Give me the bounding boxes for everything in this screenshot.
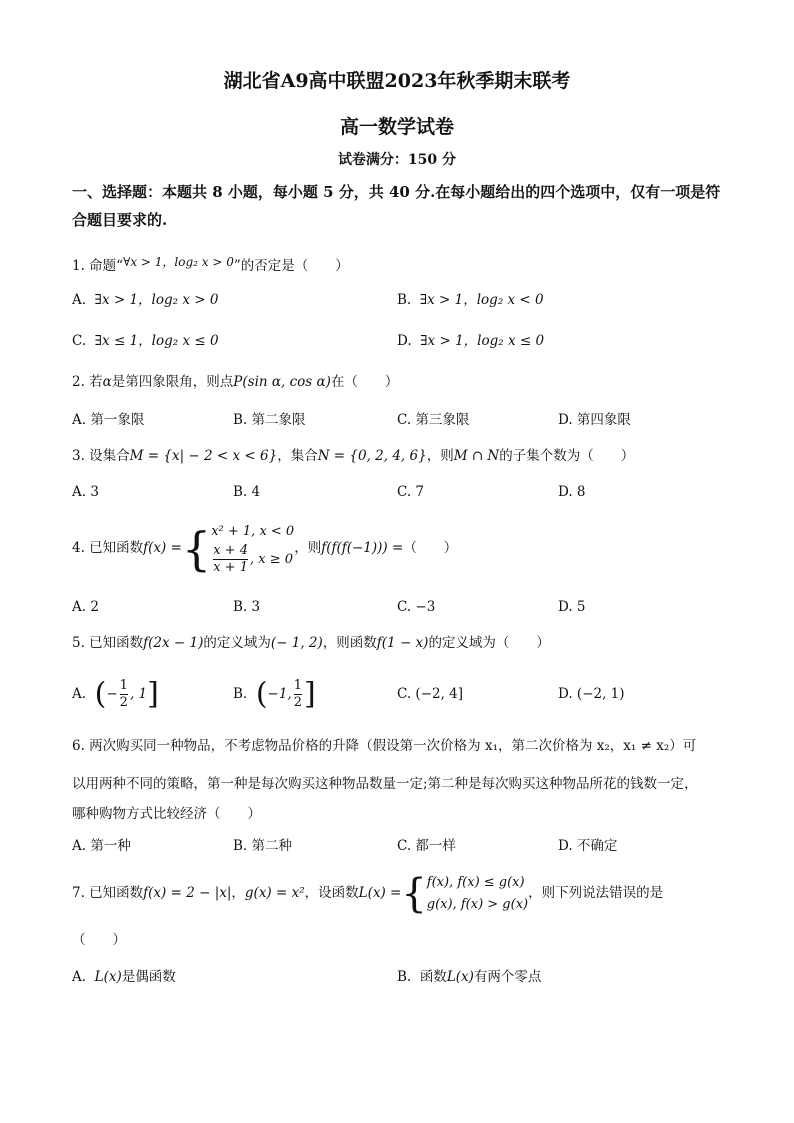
question-6-line-1: 6. 两次购买同一种物品，不考虑物品价格的升降（假设第一次价格为 x₁，第二次价格为 x₂，x₁ ≠ x₂）可 [72,738,697,754]
q3-set-m: M = {x| − 2 < x < 6} [129,448,278,464]
q5-a-minus: − [106,686,118,702]
q5-stem-mid: 的定义域为 [203,635,271,651]
q4-expr: f(f(f(−1))) = [321,540,404,556]
q3-stem-post: 的子集个数为（ ） [499,448,635,464]
q2-option-b: B. 第二象限 [233,412,306,428]
q3-option-a: A. 3 [72,484,99,500]
q4-option-b: B. 3 [233,599,261,615]
question-4-stem [72,512,457,584]
q5-domain: (− 1, 2) [270,635,323,651]
q4-stem-mid: ，则 [294,540,322,556]
q7-left-brace: { [401,870,427,917]
q7-a-label: A. [72,969,87,985]
q1-option-b [397,290,544,310]
q7-case-2: g(x), f(x) > g(x) [426,896,529,912]
question-6-line-2: 以用两种不同的策略，第一种是每次购买这种物品数量一定;第二种是每次购买这种物品所花的钱数一定， [72,776,698,792]
q1-option-c [72,331,219,351]
q5-a-fraction [120,678,128,711]
q7-f: f(x) = 2 − |x| [143,885,232,901]
q5-f2: f(1 − x) [376,635,429,651]
q3-set-n: N = {0, 2, 4, 6} [317,448,427,464]
q7-cases [427,872,528,916]
q5-option-a [72,672,159,716]
q7-b-math: L(x) [446,969,474,985]
q7-b-text-1: 函数 [419,969,447,985]
q2-point: P(sin α, cos α) [233,374,331,390]
q7-stem-post: ，则下列说法错误的是 [528,885,664,901]
q5-stem-pre: 5. 已知函数 [72,635,144,651]
question-6-line-3: 哪种购物方式比较经济（ ） [72,806,261,822]
q6-option-d: D. 不确定 [558,838,618,854]
q5-b-fraction [294,678,302,711]
q4-stem-post: （ ） [403,540,458,556]
q7-b-label: B. [397,969,412,985]
q2-option-a: A. 第一象限 [72,412,145,428]
q3-stem-mid2: ，则 [426,448,454,464]
section-1-heading: 一、选择题：本题共 8 小题，每小题 5 分，共 40 分.在每小题给出的四个选项中，仅有一项是符合题目要求的. [72,183,721,229]
exam-title: 湖北省A9高中联盟2023年秋季期末联考 [223,70,571,92]
q6-option-a: A. 第一种 [72,838,131,854]
question-7-stem [72,866,663,920]
q3-option-b: B. 4 [233,484,261,500]
q1-stem-post: ”的否定是（ ） [233,258,349,274]
q2-stem-post: 在（ ） [330,374,399,390]
q2-option-d: D. 第四象限 [558,412,631,428]
q5-b-open-paren: ( [255,676,268,712]
q5-stem-mid2: ，则函数 [322,635,377,651]
q1-a-label: A. [72,292,87,308]
q2-alpha: α [102,374,112,390]
exam-subtitle: 高一数学试卷 [339,116,454,138]
exam-score: 试卷满分：150 分 [337,152,457,168]
q1-a-math: ∃x > 1，log₂ x > 0 [94,292,219,308]
question-3-stem [72,446,634,466]
q1-d-math: ∃x > 1，log₂ x ≤ 0 [420,333,545,349]
question-1-stem [72,252,349,276]
question-5-stem [72,633,550,653]
q3-intersection: M ∩ N [453,448,500,464]
q4-left-brace: { [181,521,212,576]
q2-option-c: C. 第三象限 [397,412,470,428]
q4-option-d: D. 5 [558,599,586,615]
q4-option-c: C. −3 [397,599,436,615]
q7-sep: ， [231,885,245,901]
q1-b-label: B. [397,292,412,308]
q2-stem-pre: 2. 若 [72,374,103,390]
q7-a-math: L(x) [94,969,122,985]
q7-paren: （ ） [72,932,126,948]
q5-a-close-bracket: ] [147,676,159,712]
q1-c-math: ∃x ≤ 1，log₂ x ≤ 0 [94,333,219,349]
q6-option-b: B. 第二种 [233,838,293,854]
q1-b-math: ∃x > 1，log₂ x < 0 [419,292,544,308]
q7-stem-mid: ，设函数 [304,885,359,901]
q5-f1: f(2x − 1) [143,635,204,651]
q5-stem-post: 的定义域为（ ） [428,635,550,651]
q5-b-pre: −1, [267,686,292,702]
q4-case-2-den: x + 1 [213,560,248,575]
q7-l: L(x) = [358,885,402,901]
q4-cases [211,521,294,576]
q3-stem-mid: ，集合 [277,448,318,464]
q5-option-c: C. (−2, 4] [397,686,464,702]
q5-a-open-paren: ( [94,676,107,712]
q5-a-post: , 1 [129,686,148,702]
q7-case-1: f(x), f(x) ≤ g(x) [426,874,525,890]
q6-option-c: C. 都一样 [397,838,456,854]
q5-a-label: A. [72,686,87,702]
q1-option-a [72,290,218,310]
q3-option-d: D. 8 [558,484,586,500]
q1-stem-math: ∀x > 1，log₂ x > 0 [123,255,234,269]
q7-stem-pre: 7. 已知函数 [72,885,144,901]
q5-option-d: D. (−2, 1) [558,686,625,702]
q3-stem-pre: 3. 设集合 [72,448,130,464]
q5-option-b [233,672,316,716]
q7-b-text-2: 有两个零点 [473,969,542,985]
q4-option-a: A. 2 [72,599,99,615]
q7-a-text: 是偶函数 [121,969,176,985]
q1-d-label: D. [397,333,412,349]
q5-b-label: B. [233,686,248,702]
q3-option-c: C. 7 [397,484,425,500]
q7-option-a [72,967,176,987]
q7-g: g(x) = x² [244,885,305,901]
q4-stem-pre: 4. 已知函数 [72,540,144,556]
q5-a-num: 1 [119,678,128,693]
q7-option-b [397,967,541,987]
q5-b-den: 2 [293,695,303,710]
q4-case-2-fraction [213,543,248,576]
question-2-stem [72,372,398,392]
q5-b-close-bracket: ] [304,676,316,712]
q1-option-d [397,331,544,351]
q4-case-2-cond: , x ≥ 0 [249,552,293,567]
q1-c-label: C. [72,333,87,349]
q4-case-2-num: x + 4 [213,543,248,558]
q5-a-den: 2 [119,695,128,710]
q4-fx: f(x) = [143,540,182,556]
q4-case-1: x² + 1, x < 0 [211,524,295,539]
q5-b-num: 1 [293,678,303,693]
q1-stem-pre: 1. 命题“ [72,258,124,274]
q2-stem-mid: 是第四象限角，则点 [111,374,234,390]
